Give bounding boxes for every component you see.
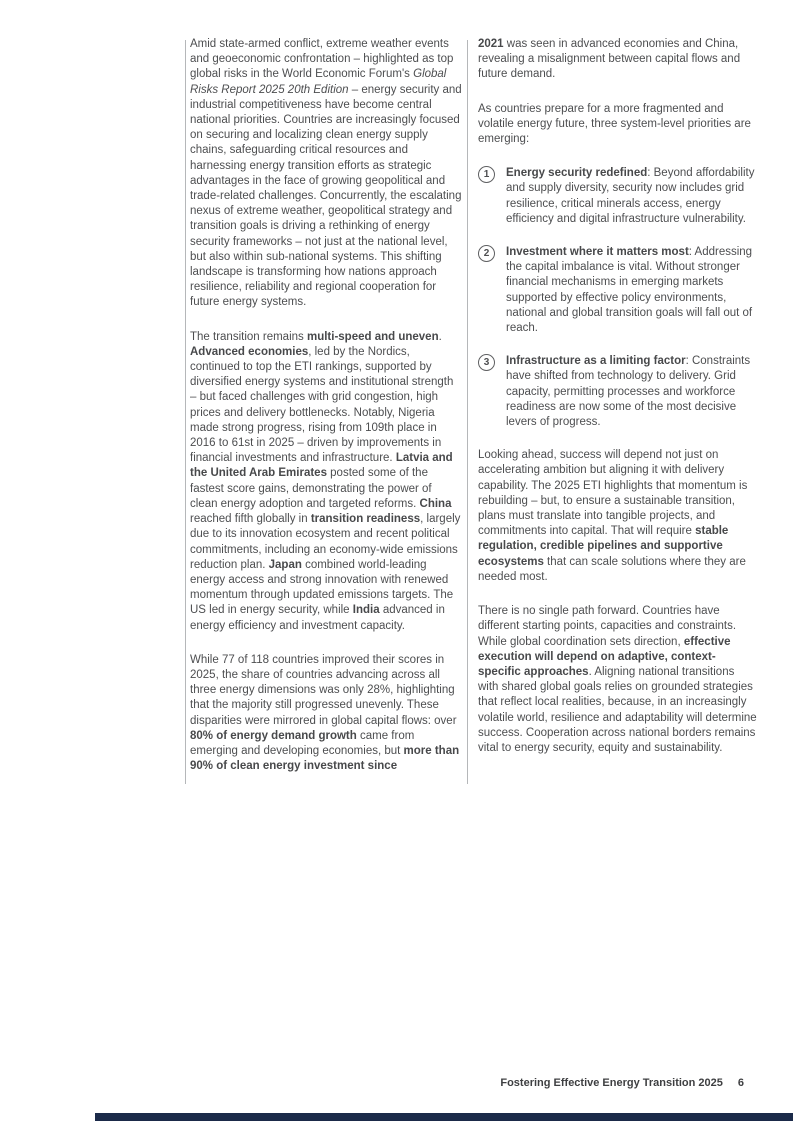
- body-paragraph: [190, 330, 462, 634]
- list-item-number-badge: 1: [478, 166, 495, 183]
- text-run: . Aligning national transitions with shared global goals relies on grounded strategies that reflect local realities, because, in an increasingly volatile world, resilience and adaptability will determine success. Cooperation across national borders remains vital to energy security, equity and sustainability.: [478, 665, 757, 754]
- text-run: Infrastructure as a limiting factor: [506, 355, 686, 368]
- body-paragraph: [190, 653, 462, 775]
- text-run: effective execution will depend on adaptive, context-specific approaches: [478, 635, 731, 678]
- text-run: : Beyond affordability and supply diversity, security now includes grid resilience, critical minerals access, energy efficiency and digital infrastructure vulnerability.: [506, 167, 755, 225]
- text-column-right: [478, 37, 757, 775]
- body-paragraph: [478, 102, 757, 148]
- body-paragraph: [190, 37, 462, 311]
- page-footer: [0, 1076, 744, 1090]
- text-run: transition readiness: [310, 513, 421, 526]
- text-run: India: [352, 604, 380, 617]
- text-run: Global Risks Report 2025 20th Edition: [190, 68, 447, 96]
- text-run: : Constraints have shifted from technology to delivery. Grid capacity, permitting processes and workforce readiness are now some of the most decisive levers of progress.: [506, 355, 751, 429]
- text-run: Looking ahead, success will depend not just on accelerating ambition but aligning it with delivery capability. The 2025 ETI highlights that momentum is rebuilding – but, to ensure a sustainable transition, plans must translate into tangible projects, and commitments into capital. That will require: [478, 449, 748, 538]
- list-item-text: [506, 245, 757, 336]
- text-run: Latvia and the United Arab Emirates: [190, 452, 453, 480]
- text-run: , led by the Nordics, continued to top the ETI rankings, supported by diversified energy systems and institutional strength – but faced challenges with grid congestion, high prices and delivery bottlenecks. Notably, Nigeria made strong progress, rising from 109th place in 2016 to 61st in 2025 – driven by improvements in financial investments and infrastructure.: [190, 345, 454, 465]
- text-run: China: [419, 497, 452, 510]
- list-item-number-badge: 2: [478, 245, 495, 262]
- text-run: was seen in advanced economies and China, revealing a misalignment between capital flows and future demand.: [478, 38, 741, 81]
- text-run: 80% of energy demand growth: [190, 729, 357, 742]
- body-paragraph: [478, 37, 757, 83]
- text-run: stable regulation, credible pipelines and supportive ecosystems: [478, 525, 729, 568]
- list-item-number-badge: 3: [478, 354, 495, 371]
- list-item-text: [506, 354, 757, 430]
- text-column-left: [190, 37, 462, 793]
- text-run: that can scale solutions where they are needed most.: [478, 555, 746, 583]
- text-run: advanced in energy efficiency and investment capacity.: [190, 604, 445, 632]
- text-run: : Addressing the capital imbalance is vital. Without stronger financial mechanisms in emerging markets supported by effective policy environments, national and global transition goals will fall out of reach.: [506, 246, 753, 335]
- text-run: .: [438, 330, 442, 343]
- text-run: 2021: [478, 38, 504, 50]
- body-paragraph: [478, 448, 757, 585]
- text-run: Japan: [268, 558, 302, 571]
- numbered-list-item: [478, 166, 757, 227]
- numbered-list-item: [478, 245, 757, 336]
- text-run: Energy security redefined: [506, 167, 648, 180]
- text-run: Investment where it matters most: [506, 246, 689, 259]
- text-run: multi-speed and uneven: [306, 330, 439, 343]
- text-run: Amid state-armed conflict, extreme weather events and geoeconomic confrontation – highlighted as top global risks in the World Economic Forum's: [190, 38, 454, 81]
- text-run: Advanced economies: [190, 345, 309, 358]
- text-run: There is no single path forward. Countries have different starting points, capacities and constraints. While global coordination sets direction,: [478, 605, 737, 648]
- text-run: , largely due to its innovation ecosystem and recent political commitments, including an economy-wide emissions reduction plan.: [190, 513, 461, 571]
- text-run: While 77 of 118 countries improved their scores in 2025, the share of countries advancing across all three energy dimensions was only 28%, highlighting that the majority still progressed unevenly. These disparities were mirrored in global capital flows: over: [190, 653, 457, 727]
- text-run: posted some of the fastest score gains, demonstrating the power of clean energy adoption and targeted reforms.: [190, 467, 432, 510]
- body-paragraph: [478, 604, 757, 756]
- column-rule-middle: [467, 40, 468, 784]
- bottom-accent-bar: [95, 1113, 793, 1121]
- text-run: more than 90% of clean energy investment since: [190, 744, 460, 773]
- text-run: As countries prepare for a more fragmented and volatile energy future, three system-level priorities are emerging:: [478, 102, 751, 146]
- text-run: The transition remains: [190, 330, 307, 343]
- numbered-list-item: [478, 354, 757, 430]
- text-run: – energy security and industrial competitiveness have become central national priorities. Countries are increasingly focused on securing and localizing clean energy supply chains, safeguarding critical resources and harnessing energy transition efforts as strategic advantages in the face of growing geopolitical and trade-related challenges. Concurrently, the escalating nexus of extreme weather, geopolitical strategy and transition goals is driving a rethinking of energy security frameworks – not just at the national level, but also within sub-national systems. This shifting landscape is transforming how nations approach resilience, reliability and regional cooperation for future energy systems.: [190, 83, 462, 309]
- footer-page-number: 6: [737, 1077, 744, 1089]
- footer-report-title: Fostering Effective Energy Transition 2025: [500, 1077, 723, 1089]
- list-item-text: [506, 166, 757, 227]
- text-run: combined world-leading energy access and strong innovation with renewed momentum through updated emissions targets. The US led in energy security, while: [190, 558, 454, 617]
- text-run: came from emerging and developing economies, but: [190, 729, 415, 757]
- text-run: reached fifth globally in: [190, 513, 311, 526]
- column-rule-left: [185, 40, 186, 784]
